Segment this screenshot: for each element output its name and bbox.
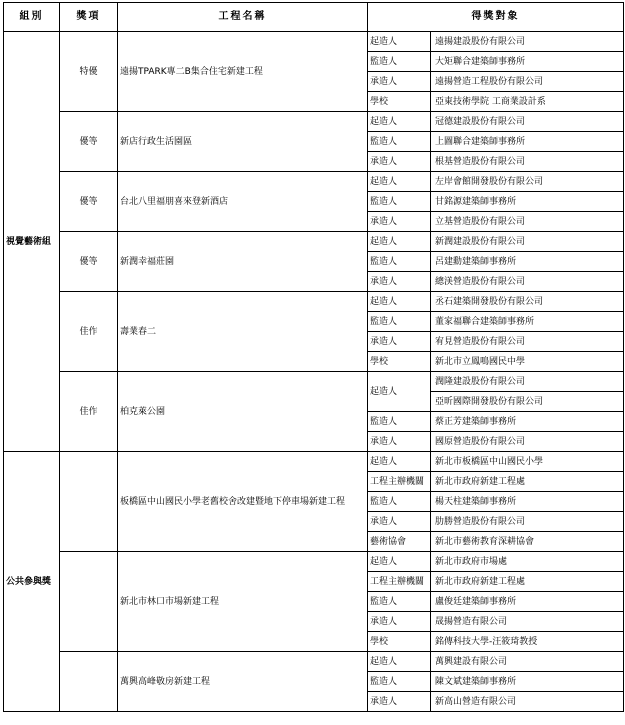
winner-role: 承造人 bbox=[368, 692, 431, 712]
winner-role: 起造人 bbox=[368, 232, 431, 252]
project-name: 板橋區中山國民小學老舊校舍改建暨地下停車場新建工程 bbox=[118, 452, 368, 552]
winner-name: 遠揚營造工程股份有限公司 bbox=[431, 72, 624, 92]
winner-role: 監造人 bbox=[368, 52, 431, 72]
award-cell: 特優 bbox=[60, 32, 118, 112]
winner-role: 監造人 bbox=[368, 592, 431, 612]
winner-name: 新北市板橋區中山國民小學 bbox=[431, 452, 624, 472]
project-name: 新北市林口市場新建工程 bbox=[118, 552, 368, 652]
table-row bbox=[4, 172, 624, 192]
table-row bbox=[4, 112, 624, 132]
winner-name: 丞石建築開發股份有限公司 bbox=[431, 292, 624, 312]
award-cell bbox=[60, 652, 118, 712]
winner-name: 蔡正芳建築師事務所 bbox=[431, 412, 624, 432]
winner-name: 萬興建設有限公司 bbox=[431, 652, 624, 672]
winner-role: 起造人 bbox=[368, 652, 431, 672]
winner-role: 起造人 bbox=[368, 552, 431, 572]
project-name: 壽業春二 bbox=[118, 292, 368, 372]
award-cell bbox=[60, 452, 118, 552]
winner-name: 新北市政府新建工程處 bbox=[431, 472, 624, 492]
winner-name: 左岸會館開發股份有限公司 bbox=[431, 172, 624, 192]
winner-name: 總渼營造股份有限公司 bbox=[431, 272, 624, 292]
project-name: 新潤幸福莊園 bbox=[118, 232, 368, 292]
winner-name: 新北市藝術教育深耕協會 bbox=[431, 532, 624, 552]
awards-table bbox=[3, 2, 624, 712]
winner-name: 盧俊廷建築師事務所 bbox=[431, 592, 624, 612]
winner-role: 承造人 bbox=[368, 152, 431, 172]
winner-name: 董家福聯合建築師事務所 bbox=[431, 312, 624, 332]
award-cell bbox=[60, 552, 118, 652]
winner-role: 工程主辦機關 bbox=[368, 572, 431, 592]
winner-name: 晟揚營造有限公司 bbox=[431, 612, 624, 632]
winner-role: 監造人 bbox=[368, 672, 431, 692]
winner-name: 銘傳科技大學-汪筱琦教授 bbox=[431, 632, 624, 652]
winner-role: 承造人 bbox=[368, 332, 431, 352]
winner-name: 亞東技術學院 工商業設計系 bbox=[431, 92, 624, 112]
winner-role: 監造人 bbox=[368, 132, 431, 152]
winner-role: 承造人 bbox=[368, 72, 431, 92]
header-winners: 得獎對象 bbox=[368, 3, 624, 32]
award-cell: 優等 bbox=[60, 112, 118, 172]
project-name: 遠揚TPARK專二B集合住宅新建工程 bbox=[118, 32, 368, 112]
award-cell: 優等 bbox=[60, 172, 118, 232]
winner-role: 承造人 bbox=[368, 212, 431, 232]
table-row bbox=[4, 552, 624, 572]
header-group: 組別 bbox=[4, 3, 60, 32]
winner-role: 承造人 bbox=[368, 272, 431, 292]
winner-role: 監造人 bbox=[368, 312, 431, 332]
winner-role: 承造人 bbox=[368, 432, 431, 452]
table-row bbox=[4, 372, 624, 392]
winner-name: 根基營造股份有限公司 bbox=[431, 152, 624, 172]
winner-name: 亞昕國際開發股份有限公司 bbox=[431, 392, 624, 412]
winner-role: 工程主辦機關 bbox=[368, 472, 431, 492]
winner-name: 上圖聯合建築師事務所 bbox=[431, 132, 624, 152]
winner-name: 陳文斌建築師事務所 bbox=[431, 672, 624, 692]
winner-role: 監造人 bbox=[368, 252, 431, 272]
winner-name: 楊天柱建築師事務所 bbox=[431, 492, 624, 512]
winner-role: 起造人 bbox=[368, 32, 431, 52]
award-cell: 優等 bbox=[60, 232, 118, 292]
group-public-participation: 公共參與獎 bbox=[4, 452, 60, 712]
winner-name: 呂建勳建築師事務所 bbox=[431, 252, 624, 272]
winner-name: 國原營造股份有限公司 bbox=[431, 432, 624, 452]
winner-name: 新潤建設股份有限公司 bbox=[431, 232, 624, 252]
winner-role: 學校 bbox=[368, 352, 431, 372]
winner-name: 遠揚建設股份有限公司 bbox=[431, 32, 624, 52]
table-row bbox=[4, 452, 624, 472]
header-award: 獎項 bbox=[60, 3, 118, 32]
award-cell: 佳作 bbox=[60, 372, 118, 452]
winner-name: 甘銘源建築師事務所 bbox=[431, 192, 624, 212]
winner-role: 監造人 bbox=[368, 492, 431, 512]
winner-role: 承造人 bbox=[368, 512, 431, 532]
winner-name: 大矩聯合建築師事務所 bbox=[431, 52, 624, 72]
winner-name: 宥見營造股份有限公司 bbox=[431, 332, 624, 352]
project-name: 萬興高峰敬房新建工程 bbox=[118, 652, 368, 712]
header-row bbox=[4, 3, 624, 32]
award-cell: 佳作 bbox=[60, 292, 118, 372]
winner-role: 起造人 bbox=[368, 172, 431, 192]
winner-role: 監造人 bbox=[368, 412, 431, 432]
header-project: 工程名稱 bbox=[118, 3, 368, 32]
winner-name: 肋勝營造股份有限公司 bbox=[431, 512, 624, 532]
winner-role: 起造人 bbox=[368, 452, 431, 472]
winner-name: 冠德建設股份有限公司 bbox=[431, 112, 624, 132]
winner-role: 學校 bbox=[368, 92, 431, 112]
winner-name: 潤隆建設股份有限公司 bbox=[431, 372, 624, 392]
group-visual-arts: 視覺藝術組 bbox=[4, 32, 60, 452]
winner-role: 學校 bbox=[368, 632, 431, 652]
winner-name: 新高山營造有限公司 bbox=[431, 692, 624, 712]
winner-name: 立基營造股份有限公司 bbox=[431, 212, 624, 232]
winner-role: 藝術協會 bbox=[368, 532, 431, 552]
winner-role: 承造人 bbox=[368, 612, 431, 632]
table-row bbox=[4, 232, 624, 252]
project-name: 新店行政生活園區 bbox=[118, 112, 368, 172]
winner-role: 起造人 bbox=[368, 292, 431, 312]
winner-role: 起造人 bbox=[368, 372, 431, 412]
winner-name: 新北市政府市場處 bbox=[431, 552, 624, 572]
winner-name: 新北市政府新建工程處 bbox=[431, 572, 624, 592]
winner-role: 監造人 bbox=[368, 192, 431, 212]
table-row bbox=[4, 32, 624, 52]
table-row bbox=[4, 652, 624, 672]
winner-role: 起造人 bbox=[368, 112, 431, 132]
winner-name: 新北市立鳳鳴國民中學 bbox=[431, 352, 624, 372]
project-name: 柏克萊公園 bbox=[118, 372, 368, 452]
table-row bbox=[4, 292, 624, 312]
project-name: 台北八里福朋喜來登新酒店 bbox=[118, 172, 368, 232]
